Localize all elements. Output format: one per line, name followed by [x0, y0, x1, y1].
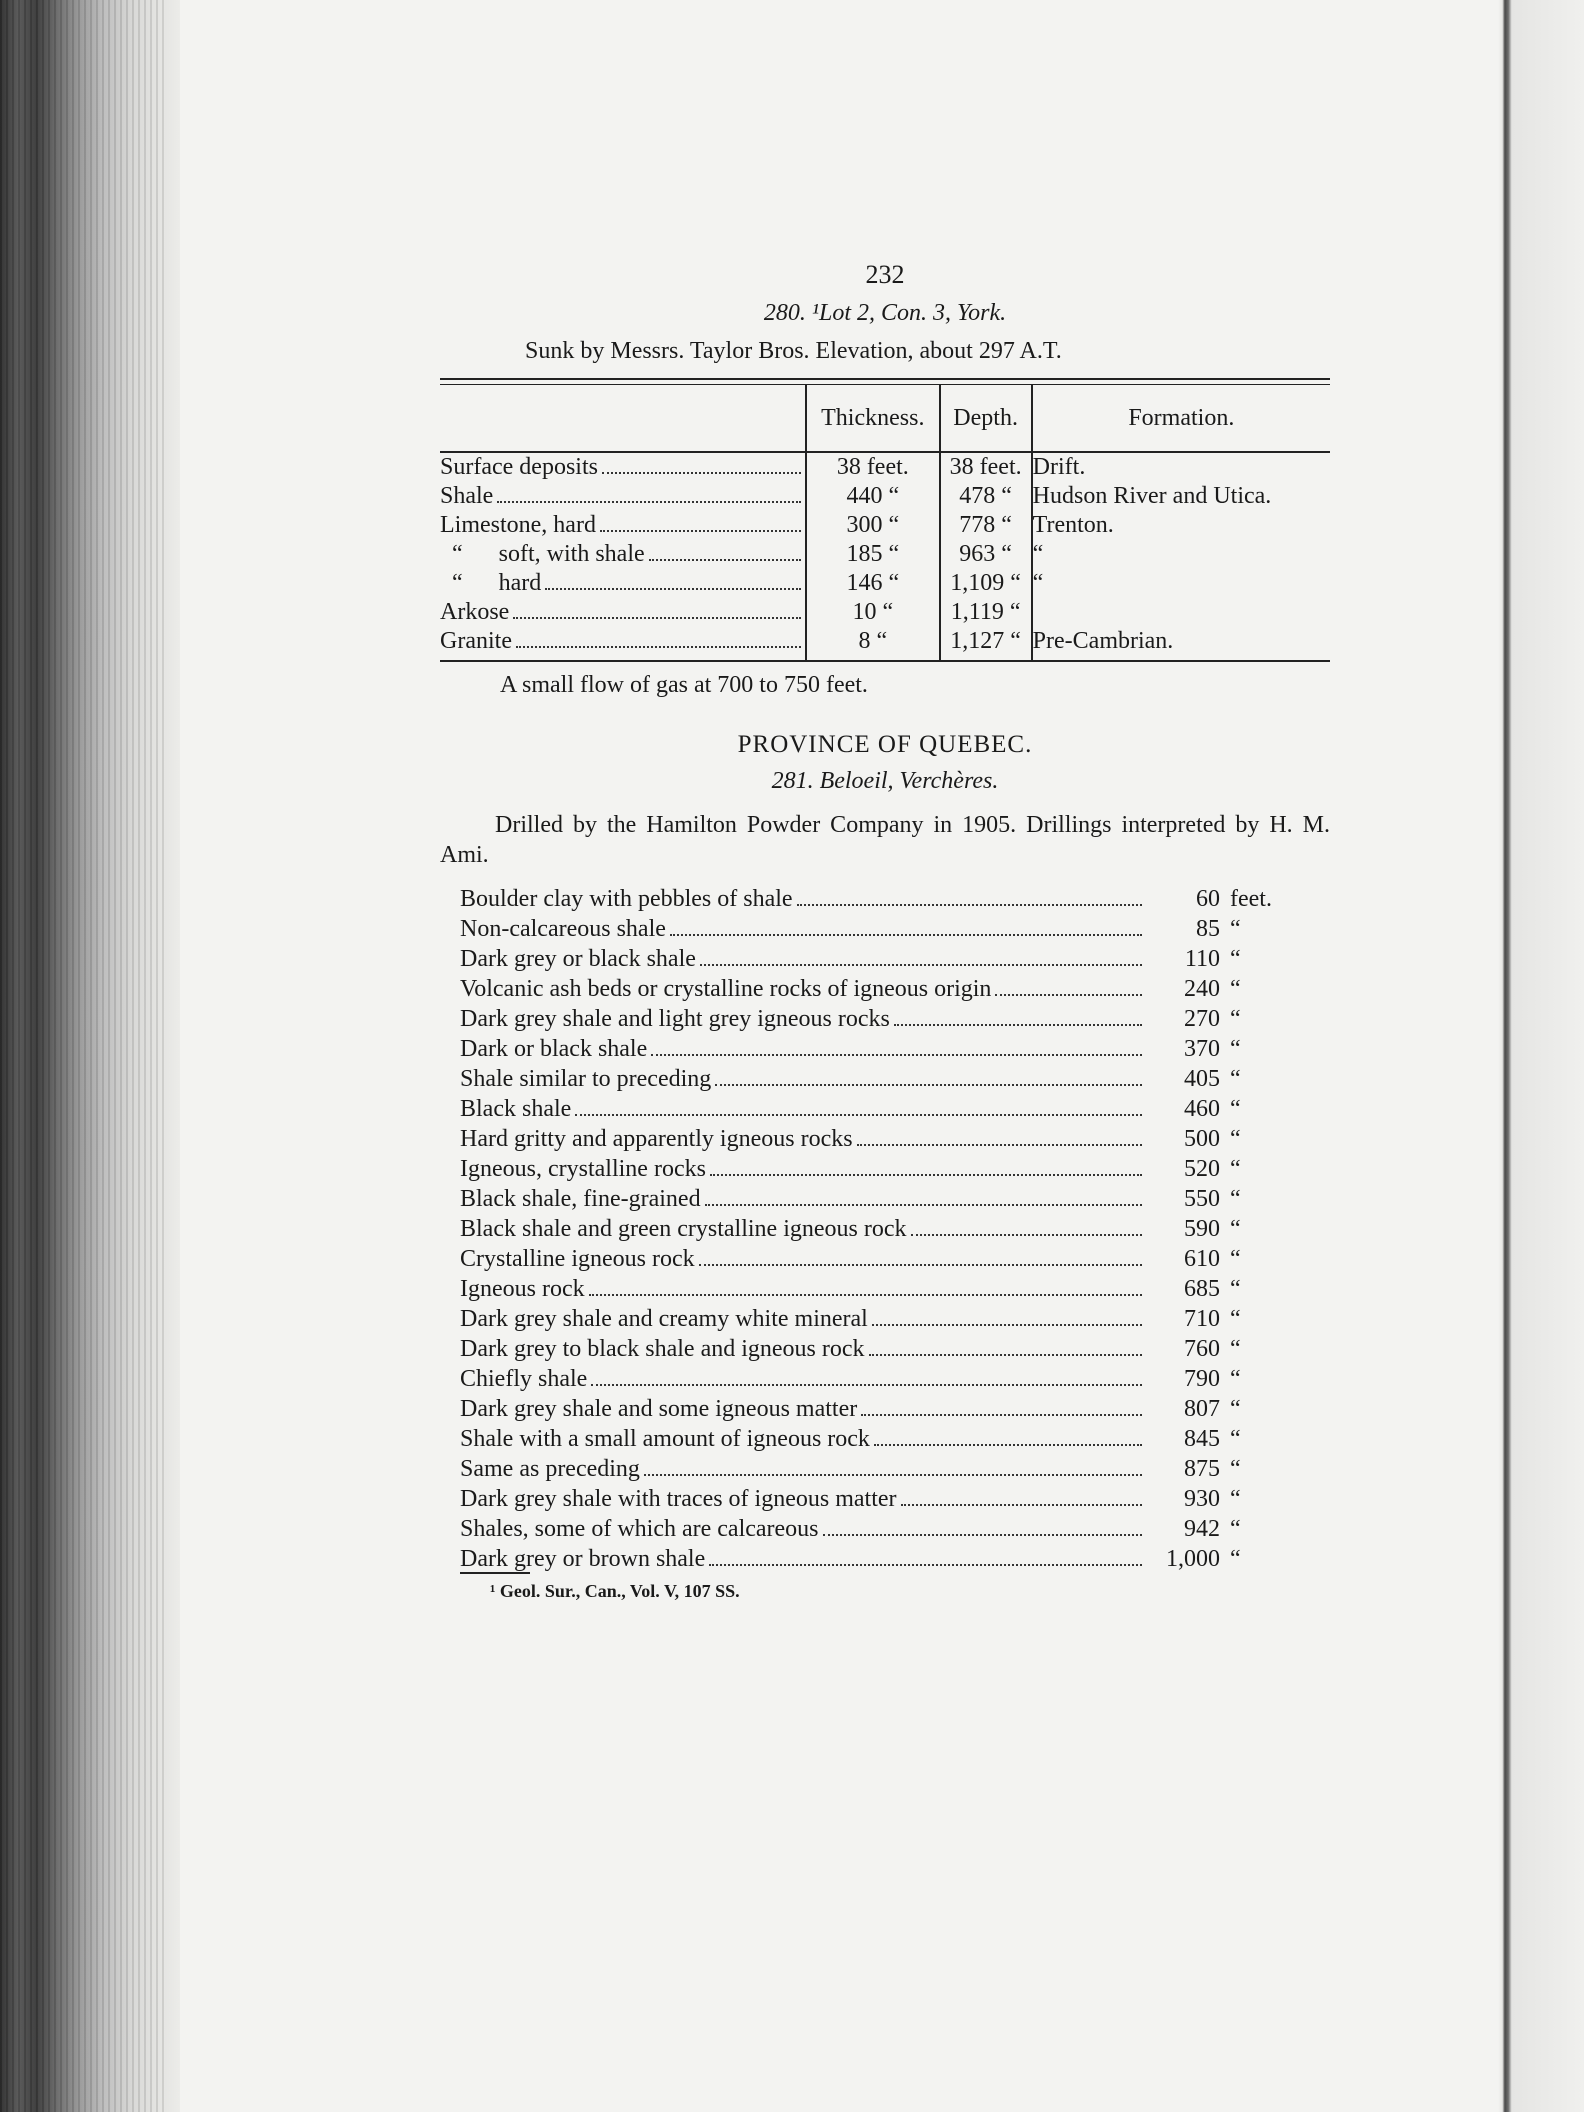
formation-cell: Trenton. — [1032, 511, 1330, 540]
formation-cell: “ — [1032, 569, 1330, 598]
log-unit: “ — [1230, 1336, 1241, 1362]
log-label: Igneous rock — [460, 1276, 585, 1302]
dot-leader — [700, 964, 1142, 966]
depth-cell: 38 feet. — [940, 452, 1032, 482]
header-thickness: Thickness. — [806, 385, 940, 452]
dot-leader — [861, 1414, 1142, 1416]
thickness-cell: 300 “ — [806, 511, 940, 540]
log-label: Same as preceding — [460, 1456, 640, 1482]
log-unit: “ — [1230, 1186, 1241, 1212]
log-unit: “ — [1230, 1156, 1241, 1182]
table-row — [440, 569, 1330, 598]
depth-cell: 1,119 “ — [940, 598, 1032, 627]
table-row — [440, 452, 1330, 482]
dot-leader — [911, 1234, 1142, 1236]
dot-leader — [705, 1204, 1142, 1206]
log-unit: feet. — [1230, 886, 1272, 912]
dot-leader — [516, 646, 801, 648]
log-depth: 550 — [1184, 1186, 1220, 1212]
log-label: Dark grey shale and creamy white mineral — [460, 1306, 868, 1332]
log-unit: “ — [1230, 1126, 1241, 1152]
dot-leader — [670, 934, 1142, 936]
dot-leader — [797, 904, 1142, 906]
facing-page-edge — [1498, 0, 1584, 2112]
log-depth: 270 — [1184, 1006, 1220, 1032]
stratum-label-cell — [440, 627, 806, 661]
log-unit: “ — [1230, 1276, 1241, 1302]
log-depth: 405 — [1184, 1066, 1220, 1092]
log-unit: “ — [1230, 1396, 1241, 1422]
dot-leader — [857, 1144, 1142, 1146]
log-unit: “ — [1230, 1486, 1241, 1512]
log-depth: 610 — [1184, 1246, 1220, 1272]
log-depth: 1,000 — [1166, 1546, 1220, 1572]
log-depth: 790 — [1184, 1366, 1220, 1392]
log-row — [460, 1334, 1290, 1364]
log-unit: “ — [1230, 976, 1241, 1002]
dot-leader — [649, 559, 801, 561]
depth-cell: 1,127 “ — [940, 627, 1032, 661]
log-row — [460, 1544, 1290, 1574]
log-row — [460, 1274, 1290, 1304]
log-row — [460, 1304, 1290, 1334]
log-row — [460, 1454, 1290, 1484]
log-row — [460, 1244, 1290, 1274]
stratum-label: Shale — [440, 483, 494, 509]
section-title-280: 280. ¹Lot 2, Con. 3, York. — [763, 300, 1007, 326]
log-depth: 875 — [1184, 1456, 1220, 1482]
log-row — [460, 1214, 1290, 1244]
header-blank — [440, 385, 806, 452]
log-depth: 710 — [1184, 1306, 1220, 1332]
log-row — [460, 914, 1290, 944]
strata-table — [440, 385, 1330, 662]
log-row — [460, 1094, 1290, 1124]
dot-leader — [644, 1474, 1142, 1476]
log-row — [460, 1004, 1290, 1034]
footnote: ¹ Geol. Sur., Can., Vol. V, 107 SS. — [440, 1576, 1330, 1606]
dot-leader — [497, 501, 801, 503]
log-depth: 520 — [1184, 1156, 1220, 1182]
dot-leader — [600, 530, 801, 532]
table-row — [440, 482, 1330, 511]
thickness-cell: 8 “ — [806, 627, 940, 661]
table-row — [440, 627, 1330, 661]
log-depth: 685 — [1184, 1276, 1220, 1302]
dot-leader — [874, 1444, 1142, 1446]
log-label: Shales, some of which are calcareous — [460, 1516, 819, 1542]
stratum-label: Surface deposits — [440, 454, 598, 480]
table-top-rule — [440, 378, 1330, 385]
formation-cell: Drift. — [1032, 452, 1330, 482]
log-unit: “ — [1230, 916, 1241, 942]
document-page — [440, 260, 1330, 1606]
formation-cell: Hudson River and Utica. — [1032, 482, 1330, 511]
table-row — [440, 540, 1330, 569]
log-label: Dark grey shale and light grey igneous rocks — [460, 1006, 890, 1032]
log-unit: “ — [1230, 1036, 1241, 1062]
log-label: Dark grey or black shale — [460, 946, 696, 972]
log-row — [460, 1364, 1290, 1394]
dot-leader — [710, 1174, 1142, 1176]
page-number: 232 — [865, 260, 905, 289]
stratum-label-cell — [440, 482, 806, 511]
table-row — [440, 598, 1330, 627]
drilled-paragraph: Drilled by the Hamilton Powder Company in 1905. Drillings interpreted by H. M. Ami. — [440, 812, 1330, 868]
dot-leader — [869, 1354, 1142, 1356]
log-row — [460, 944, 1290, 974]
depth-cell: 778 “ — [940, 511, 1032, 540]
log-row — [460, 1514, 1290, 1544]
log-unit: “ — [1230, 1546, 1241, 1572]
log-row — [460, 1424, 1290, 1454]
log-label: Black shale — [460, 1096, 572, 1122]
depth-cell: 478 “ — [940, 482, 1032, 511]
drill-log-list — [440, 884, 1290, 1574]
log-row — [460, 974, 1290, 1004]
thickness-cell: 10 “ — [806, 598, 940, 627]
log-depth: 942 — [1184, 1516, 1220, 1542]
log-label: Dark grey shale with traces of igneous matter — [460, 1486, 897, 1512]
thickness-cell: 146 “ — [806, 569, 940, 598]
log-unit: “ — [1230, 1216, 1241, 1242]
thickness-cell: 185 “ — [806, 540, 940, 569]
formation-cell: “ — [1032, 540, 1330, 569]
log-unit: “ — [1230, 1426, 1241, 1452]
log-unit: “ — [1230, 1516, 1241, 1542]
dot-leader — [589, 1294, 1142, 1296]
log-depth: 500 — [1184, 1126, 1220, 1152]
header-depth: Depth. — [940, 385, 1032, 452]
dot-leader — [715, 1084, 1142, 1086]
log-unit: “ — [1230, 946, 1241, 972]
formation-cell: Pre-Cambrian. — [1032, 627, 1330, 661]
log-unit: “ — [1230, 1066, 1241, 1092]
dot-leader — [651, 1054, 1142, 1056]
log-label: Boulder clay with pebbles of shale — [460, 886, 793, 912]
stratum-label: Arkose — [440, 599, 510, 625]
table-row — [440, 511, 1330, 540]
log-row — [460, 1484, 1290, 1514]
log-label: Chiefly shale — [460, 1366, 588, 1392]
log-label: Black shale and green crystalline igneous rock — [460, 1216, 907, 1242]
log-row — [460, 1034, 1290, 1064]
dot-leader — [545, 588, 801, 590]
log-row — [460, 1184, 1290, 1214]
section-title-281: 281. Beloeil, Verchères. — [771, 768, 999, 794]
dot-leader — [872, 1324, 1142, 1326]
stratum-label-cell — [440, 540, 806, 569]
log-label: Dark grey shale and some igneous matter — [460, 1396, 858, 1422]
depth-cell: 963 “ — [940, 540, 1032, 569]
log-depth: 60 — [1196, 886, 1220, 912]
log-row — [460, 1064, 1290, 1094]
thickness-cell: 440 “ — [806, 482, 940, 511]
dot-leader — [894, 1024, 1142, 1026]
dot-leader — [699, 1264, 1142, 1266]
log-label: Igneous, crystalline rocks — [460, 1156, 706, 1182]
stratum-label-cell — [440, 452, 806, 482]
log-unit: “ — [1230, 1006, 1241, 1032]
log-label: Hard gritty and apparently igneous rocks — [460, 1126, 853, 1152]
sunk-by-line: Sunk by Messrs. Taylor Bros. Elevation, about 297 A.T. — [525, 338, 1062, 364]
stratum-label-cell — [440, 511, 806, 540]
stratum-label: “ hard — [440, 570, 542, 596]
log-label: Shale similar to preceding — [460, 1066, 712, 1092]
log-label: Crystalline igneous rock — [460, 1246, 695, 1272]
log-label: Dark or black shale — [460, 1036, 648, 1062]
dot-leader — [575, 1114, 1142, 1116]
stratum-label: “ soft, with shale — [440, 541, 645, 567]
log-depth: 110 — [1184, 946, 1220, 972]
dot-leader — [901, 1504, 1142, 1506]
formation-cell — [1032, 598, 1330, 627]
log-label: Shale with a small amount of igneous rock — [460, 1426, 870, 1452]
dot-leader — [709, 1564, 1142, 1566]
log-unit: “ — [1230, 1246, 1241, 1272]
log-depth: 460 — [1184, 1096, 1220, 1122]
log-depth: 85 — [1196, 916, 1220, 942]
log-depth: 760 — [1184, 1336, 1220, 1362]
province-heading: PROVINCE OF QUEBEC. — [737, 731, 1033, 758]
dot-leader — [602, 472, 801, 474]
depth-cell: 1,109 “ — [940, 569, 1032, 598]
book-page-edges — [0, 0, 165, 2112]
log-depth: 930 — [1184, 1486, 1220, 1512]
log-unit: “ — [1230, 1456, 1241, 1482]
log-unit: “ — [1230, 1366, 1241, 1392]
gas-note: A small flow of gas at 700 to 750 feet. — [500, 672, 868, 698]
stratum-label-cell — [440, 598, 806, 627]
header-formation: Formation. — [1032, 385, 1330, 452]
log-label: Volcanic ash beds or crystalline rocks of igneous origin — [460, 976, 992, 1002]
log-label: Non-calcareous shale — [460, 916, 666, 942]
log-depth: 807 — [1184, 1396, 1220, 1422]
stratum-label: Granite — [440, 628, 512, 654]
log-depth: 845 — [1184, 1426, 1220, 1452]
log-label: Black shale, fine-grained — [460, 1186, 701, 1212]
log-unit: “ — [1230, 1096, 1241, 1122]
log-label: Dark grey or brown shale — [460, 1546, 706, 1572]
log-unit: “ — [1230, 1306, 1241, 1332]
log-depth: 240 — [1184, 976, 1220, 1002]
log-row — [460, 884, 1290, 914]
log-depth: 370 — [1184, 1036, 1220, 1062]
log-label: Dark grey to black shale and igneous rock — [460, 1336, 865, 1362]
thickness-cell: 38 feet. — [806, 452, 940, 482]
dot-leader — [591, 1384, 1142, 1386]
log-depth: 590 — [1184, 1216, 1220, 1242]
dot-leader — [513, 617, 801, 619]
log-row — [460, 1124, 1290, 1154]
log-row — [460, 1394, 1290, 1424]
stratum-label: Limestone, hard — [440, 512, 596, 538]
dot-leader — [823, 1534, 1142, 1536]
stratum-label-cell — [440, 569, 806, 598]
table-header-row — [440, 385, 1330, 452]
dot-leader — [995, 994, 1142, 996]
log-row — [460, 1154, 1290, 1184]
